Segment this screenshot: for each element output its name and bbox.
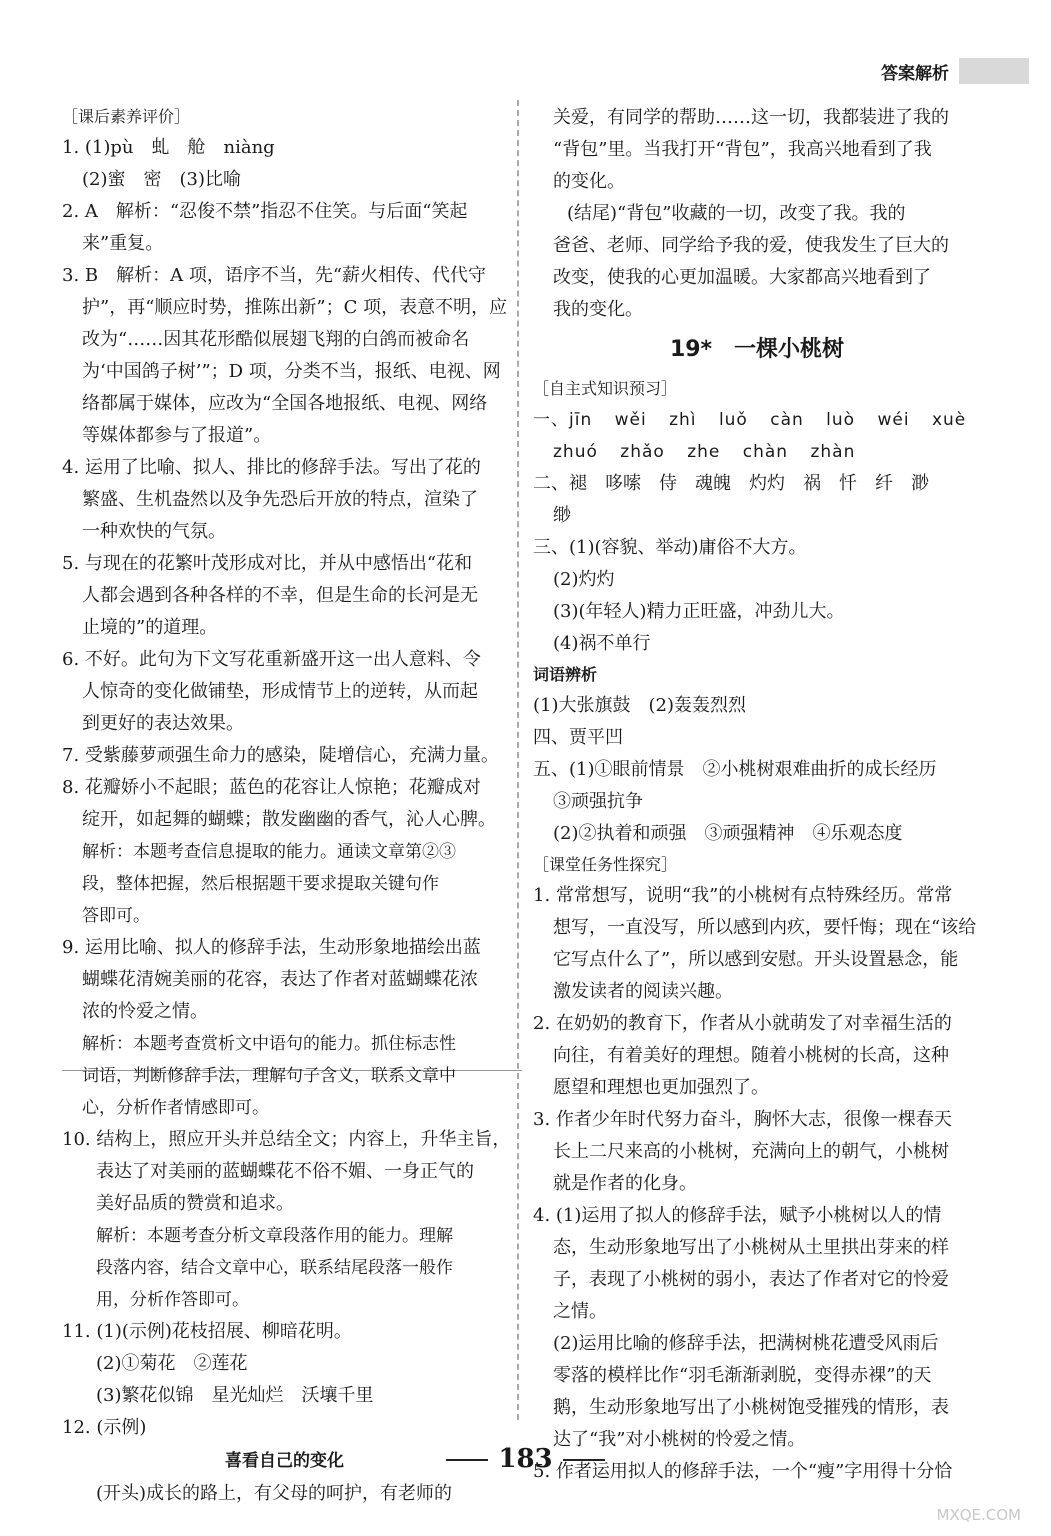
left-text-line: 解析：本题考查分析文章段落作用的能力。理解: [96, 1226, 453, 1246]
left-text-line: 2. A 解析：“忍俊不禁”指忍不住笑。与后面“笑起: [62, 201, 468, 222]
right-text-line: (2)运用比喻的修辞手法，把满树桃花遭受风雨后: [553, 1333, 939, 1354]
left-text-line: 11. (1)(示例)花枝招展、柳暗花明。: [62, 1321, 352, 1342]
left-text-line: 段，整体把握，然后根据题干要求提取关键句作: [82, 874, 439, 894]
right-text-line: 二、褪 哆嗦 侍 魂魄 灼灼 祸 忏 纤 渺: [533, 473, 929, 494]
right-text-line: 缈: [553, 505, 571, 526]
left-text-line: 5. 与现在的花繁叶茂形成对比，并从中感悟出“花和: [62, 553, 473, 574]
right-text-line: (4)祸不单行: [553, 633, 651, 654]
left-text-line: 美好品质的赞赏和追求。: [96, 1193, 294, 1214]
page-number: [0, 1444, 1051, 1474]
left-text-line: 护”，再“顺应时势，推陈出新”；C 项，表意不明，应: [82, 297, 508, 318]
page-number-text: 183: [498, 1444, 553, 1474]
left-text-line: 9. 运用比喻、拟人的修辞手法，生动形象地描绘出蓝: [62, 937, 481, 958]
left-text-line: (2)蜜 密 (3)比喻: [82, 169, 241, 190]
left-text-line: 4. 运用了比喻、拟人、排比的修辞手法。写出了花的: [62, 457, 481, 478]
right-text-line: “背包”里。当我打开“背包”，我高兴地看到了我: [553, 139, 932, 160]
right-text-line: 向往，有着美好的理想。随着小桃树的长高，这种: [553, 1045, 949, 1066]
header-title: 答案解析: [881, 63, 949, 84]
right-text-line: 4. (1)运用了拟人的修辞手法，赋予小桃树以人的情: [533, 1205, 942, 1226]
watermark: MXQE.COM: [936, 1506, 1021, 1524]
right-text-line: 的变化。: [553, 171, 625, 192]
left-text-line: 3. B 解析：A 项，语序不当，先“薪火相传、代代守: [62, 265, 487, 286]
right-text-line: 3. 作者少年时代努力奋斗，胸怀大志，很像一棵春天: [533, 1109, 952, 1130]
left-text-line: 答即可。: [82, 906, 150, 926]
left-text-line: 表达了对美丽的蓝蝴蝶花不俗不媚、一身正气的: [96, 1161, 474, 1182]
right-text-line: 关爱，有同学的帮助……这一切，我都装进了我的: [553, 107, 949, 128]
right-text-line: 态，生动形象地写出了小桃树从土里拱出芽来的样: [553, 1237, 949, 1258]
column-divider: [517, 100, 519, 1420]
left-text-line: 喜看自己的变化: [225, 1451, 344, 1471]
left-text-line: 解析：本题考查赏析文中语句的能力。抓住标志性: [82, 1034, 456, 1054]
right-text-line: (1)大张旗鼓 (2)轰轰烈烈: [533, 695, 746, 716]
right-text-line: 四、贾平凹: [533, 727, 623, 748]
left-text-line: 为‘中国鸽子树’”；D 项，分类不当，报纸、电视、网: [82, 361, 501, 382]
left-text-line: (3)繁花似锦 星光灿烂 沃壤千里: [96, 1385, 374, 1406]
right-text-line: 子，表现了小桃树的弱小，表达了作者对它的怜爱: [553, 1269, 949, 1290]
left-text-line: (开头)成长的路上，有父母的呵护，有老师的: [96, 1483, 453, 1504]
right-text-line: 一、jīn wěi zhì luǒ càn luò wéi xuè: [533, 410, 967, 430]
right-text-line: 5. 作者运用拟人的修辞手法，一个“瘦”字用得十分恰: [533, 1461, 953, 1482]
right-text-line: (2)②执着和顽强 ③顽强精神 ④乐观态度: [553, 823, 903, 844]
left-text-line: (2)①菊花 ②莲花: [96, 1353, 248, 1374]
right-text-line: 它写点什么了”，所以感到安慰。开头设置悬念，能: [553, 949, 959, 970]
left-text-line: 12. (示例): [62, 1417, 147, 1438]
left-text-line: 浓的怜爱之情。: [82, 1001, 208, 1022]
left-text-line: 解析：本题考查信息提取的能力。通读文章第②③: [82, 842, 456, 862]
left-text-line: 等媒体都参与了报道”。: [82, 425, 272, 446]
right-text-line: 词语辨析: [533, 665, 598, 684]
left-text-line: 6. 不好。此句为下文写花重新盛开这一出人意料、令: [62, 649, 481, 670]
right-text-line: 激发读者的阅读兴趣。: [553, 981, 733, 1002]
left-text-line: 8. 花瓣娇小不起眼；蓝色的花容让人惊艳；花瓣成对: [62, 777, 481, 798]
left-text-line: 一种欢快的气氛。: [82, 521, 226, 542]
page-header: [881, 58, 1029, 84]
right-text-line: 愿望和理想也更加强烈了。: [553, 1077, 769, 1098]
right-column: [533, 102, 981, 1488]
left-text-line: 10. 结构上，照应开头并总结全文；内容上，升华主旨，: [62, 1129, 511, 1150]
left-text-line: 人都会遇到各种各样的不幸，但是生命的长河是无: [82, 585, 478, 606]
right-text-line: (3)(年轻人)精力正旺盛，冲劲儿大。: [553, 601, 845, 622]
right-text-line: 达了“我”对小桃树的怜爱之情。: [553, 1429, 806, 1450]
right-text-line: 三、(1)(容貌、举动)庸俗不大方。: [533, 537, 807, 558]
right-text-line: ［自主式知识预习］: [533, 379, 678, 398]
header-tab-decoration: [959, 58, 1029, 84]
right-text-line: 五、(1)①眼前情景 ②小桃树艰难曲折的成长经历: [533, 759, 937, 780]
right-text-line: 爸爸、老师、同学给予我的爱，使我发生了巨大的: [553, 235, 949, 256]
right-text-line: 想写，一直没写，所以感到内疚，要忏悔；现在“该给: [553, 917, 977, 938]
left-column: [62, 102, 511, 1510]
right-text-line: (2)灼灼: [553, 569, 615, 590]
left-text-line: 心，分析作者情感即可。: [82, 1098, 269, 1118]
right-text-line: 1. 常常想写，说明“我”的小桃树有点特殊经历。常常: [533, 885, 953, 906]
left-text-line: 到更好的表达效果。: [82, 713, 244, 734]
left-text-line: ［课后素养评价］: [62, 107, 191, 126]
right-text-line: zhuó zhǎo zhe chàn zhàn: [553, 442, 856, 462]
left-text-line: 改为“……因其花形酷似展翅飞翔的白鸽而被命名: [82, 329, 470, 350]
left-text-line: 用，分析作答即可。: [96, 1290, 249, 1310]
right-text-line: 2. 在奶奶的教育下，作者从小就萌发了对幸福生活的: [533, 1013, 952, 1034]
left-text-line: 词语，判断修辞手法，理解句子含义，联系文章中: [82, 1066, 456, 1086]
left-text-line: 绽开，如起舞的蝴蝶；散发幽幽的香气，沁人心脾。: [82, 809, 496, 830]
right-text-line: 改变，使我的心更加温暖。大家都高兴地看到了: [553, 267, 931, 288]
left-text-line: 蝴蝶花清婉美丽的花容，表达了作者对蓝蝴蝶花浓: [82, 969, 478, 990]
right-text-line: ［课堂任务性探究］: [533, 855, 678, 874]
right-text-line: 长上二尺来高的小桃树，充满向上的朝气，小桃树: [553, 1141, 949, 1162]
right-text-line: 之情。: [553, 1301, 607, 1322]
right-text-line: 我的变化。: [553, 299, 643, 320]
left-text-line: 1. (1)pù 虬 舱 niàng: [62, 137, 275, 158]
right-text-line: 鹅，生动形象地写出了小桃树饱受摧残的情形，表: [553, 1397, 949, 1418]
right-text-line: 19* 一棵小桃树: [669, 337, 845, 362]
left-text-line: 7. 受紫藤萝顽强生命力的感染，陡增信心，充满力量。: [62, 745, 499, 766]
right-text-line: ③顽强抗争: [553, 791, 643, 812]
left-text-line: 止境的”的道理。: [82, 617, 218, 638]
left-text-line: 繁盛、生机盎然以及争先恐后开放的特点，渲染了: [82, 489, 478, 510]
right-text-line: (结尾)“背包”收藏的一切，改变了我。我的: [567, 203, 906, 224]
right-text-line: 就是作者的化身。: [553, 1173, 697, 1194]
left-text-line: 来”重复。: [82, 233, 164, 254]
left-text-line: 人惊奇的变化做铺垫，形成情节上的逆转，从而起: [82, 681, 478, 702]
left-text-line: 段落内容，结合文章中心，联系结尾段落一般作: [96, 1258, 453, 1278]
left-text-line: 络都属于媒体，应改为“全国各地报纸、电视、网络: [82, 393, 488, 414]
right-text-line: 零落的模样比作“羽毛渐渐剥脱，变得赤裸”的天: [553, 1365, 932, 1386]
